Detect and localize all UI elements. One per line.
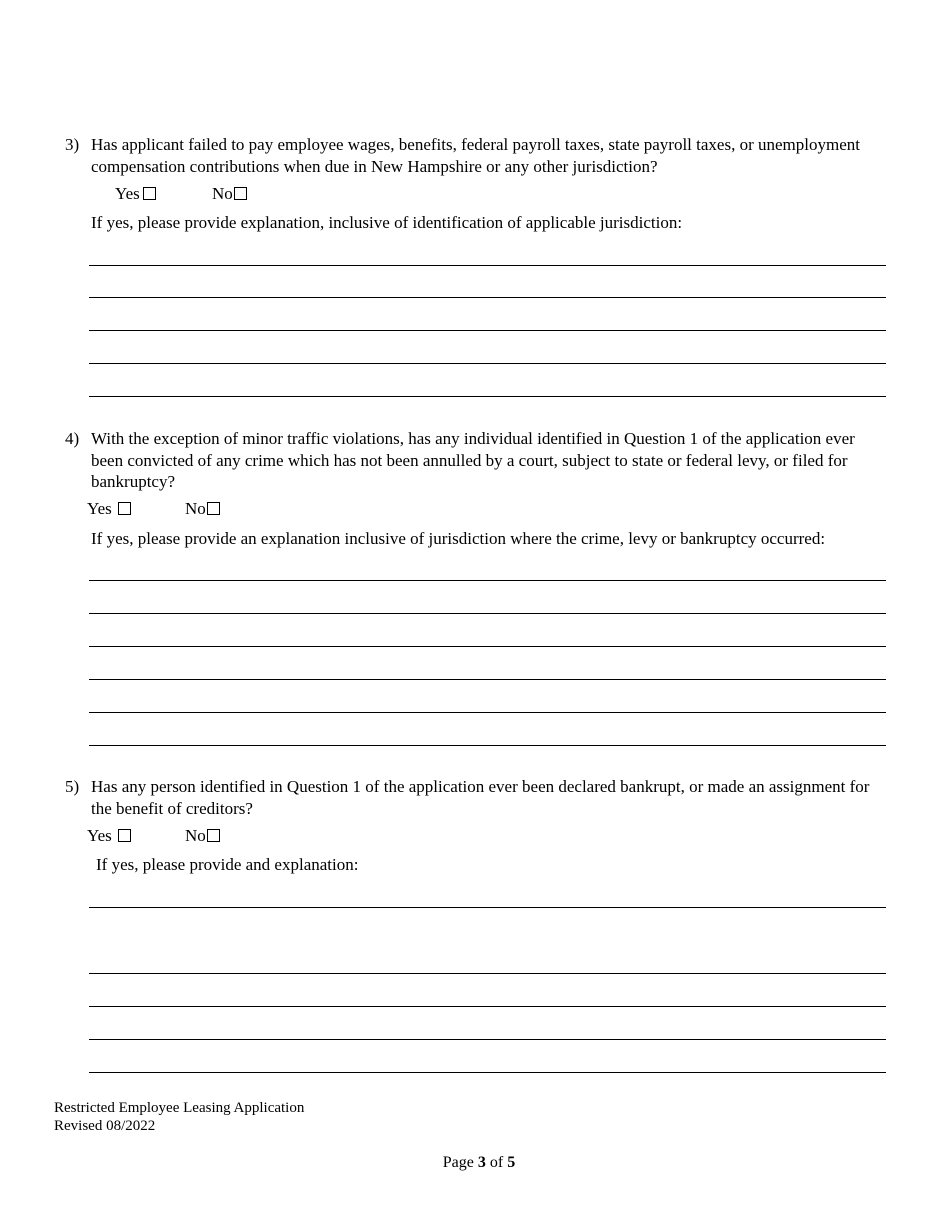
footer-revised-date: Revised 08/2022 (54, 1118, 156, 1134)
question-5-answer-line[interactable] (89, 1006, 886, 1007)
question-5-no-checkbox[interactable] (207, 829, 220, 842)
question-4-no-checkbox[interactable] (207, 502, 220, 515)
question-5-number: 5) (65, 777, 80, 796)
question-3-answer-line[interactable] (89, 363, 886, 364)
question-4-text: With the exception of minor traffic violations, has any individual identified in Question 1 of the application ever been convicted of any crime which has not been annulled by a court, subject to state or federal levy, or filed for bankruptcy? (91, 429, 855, 491)
question-3-no-label: No (212, 184, 233, 203)
question-3-answer-line[interactable] (89, 330, 886, 331)
question-4-answer-line[interactable] (89, 646, 886, 647)
question-4-followup: If yes, please provide an explanation inclusive of jurisdiction where the crime, levy or bankruptcy occurred: (91, 529, 826, 548)
page-current: 3 (477, 1154, 486, 1171)
question-3-text: Has applicant failed to pay employee wages, benefits, federal payroll taxes, state payroll taxes, or unemployment compensation contributions when due in New Hampshire or any other jurisdiction? (91, 135, 860, 176)
question-5-no-option (185, 825, 220, 846)
footer-form-name: Restricted Employee Leasing Application (54, 1100, 305, 1116)
question-4-answer-line[interactable] (89, 613, 886, 614)
question-5-no-label: No (185, 826, 206, 845)
question-5-followup: If yes, please provide and explanation: (96, 855, 359, 874)
question-3-followup: If yes, please provide explanation, inclusive of identification of applicable jurisdiction: (91, 213, 683, 232)
question-3-answer-line[interactable] (89, 265, 886, 266)
question-4-answer-line[interactable] (89, 580, 886, 581)
question-4-yes-checkbox[interactable] (118, 502, 131, 515)
question-4-number: 4) (65, 429, 80, 448)
question-5-yes-label: Yes (87, 826, 112, 845)
question-5-answer-line[interactable] (89, 907, 886, 908)
question-3-yes-option (115, 183, 156, 204)
page-number (0, 1152, 950, 1173)
question-5-answer-line[interactable] (89, 1072, 886, 1073)
page-prefix: Page (442, 1154, 474, 1171)
question-4-yes-option (87, 498, 131, 519)
question-4-answer-line[interactable] (89, 712, 886, 713)
question-4-no-option (185, 498, 220, 519)
question-5-answer-line[interactable] (89, 1039, 886, 1040)
page-of: of (489, 1154, 504, 1171)
question-5-yes-option (87, 825, 131, 846)
question-4-answer-line[interactable] (89, 745, 886, 746)
page-total: 5 (507, 1154, 516, 1171)
question-3-answer-line[interactable] (89, 396, 886, 397)
question-5-answer-line[interactable] (89, 973, 886, 974)
question-3-no-checkbox[interactable] (234, 187, 247, 200)
question-5-text: Has any person identified in Question 1 of the application ever been declared bankrupt, or made an assignment for the benefit of creditors? (91, 777, 870, 818)
question-3-no-option (212, 183, 247, 204)
question-3-yes-checkbox[interactable] (143, 187, 156, 200)
question-4-no-label: No (185, 499, 206, 518)
question-3-number: 3) (65, 135, 80, 154)
question-4-answer-line[interactable] (89, 679, 886, 680)
question-3-answer-line[interactable] (89, 297, 886, 298)
question-4-yes-label: Yes (87, 499, 112, 518)
question-3-yes-label: Yes (115, 184, 140, 203)
question-5-yes-checkbox[interactable] (118, 829, 131, 842)
